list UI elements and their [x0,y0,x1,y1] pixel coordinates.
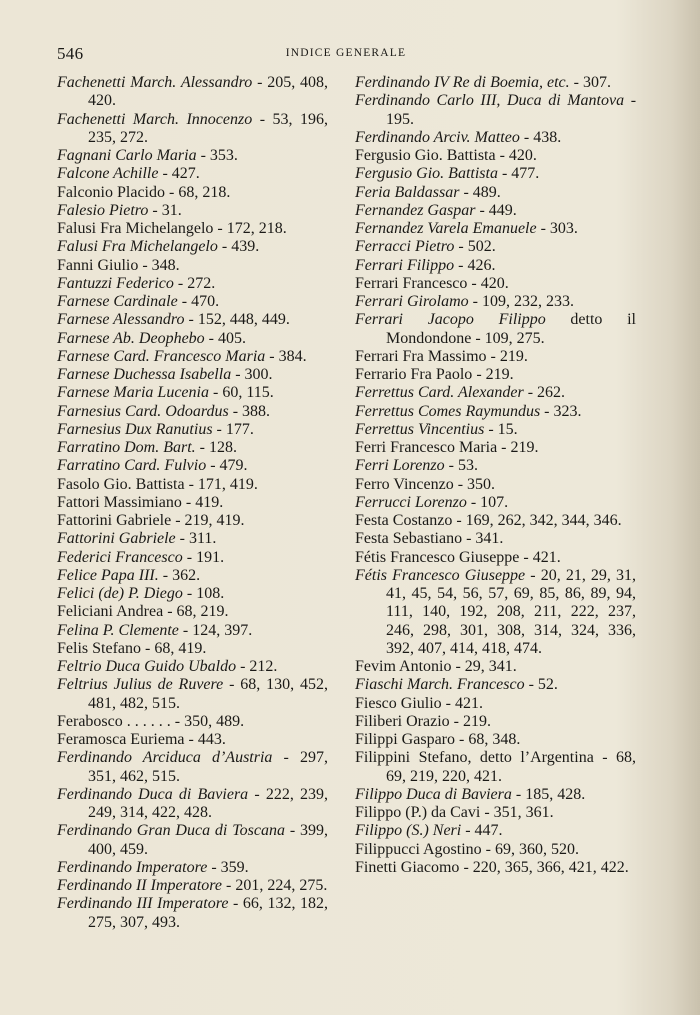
index-entry [57,877,328,895]
index-columns [57,74,647,974]
index-entry [355,512,636,530]
index-entry [57,457,328,475]
entry-name: Federici Francesco [57,548,183,566]
index-entry [57,530,328,548]
index-entry [57,549,328,567]
index-entry [57,859,328,877]
entry-page-refs: - 219. [476,366,514,383]
index-entry [355,676,636,694]
entry-name: Ferri Francesco Maria [355,439,498,456]
entry-page-refs: - 31. [152,201,182,219]
index-entry [355,567,636,658]
entry-page-refs: - 420. [499,147,537,164]
index-entry [355,348,636,366]
entry-name: Fétis Francesco Giuseppe [355,566,526,584]
index-entry [355,238,636,256]
index-entry [355,384,636,402]
index-entry [355,147,636,165]
entry-name: Feramosca Euriema [57,731,185,748]
entry-page-refs: - 323. [544,402,582,420]
entry-page-refs: - 60, 115. [212,384,274,402]
index-entry [355,841,636,859]
entry-name: Ferrari Francesco [355,274,468,292]
entry-page-refs: - 262. [527,384,566,402]
entry-name: Finetti Giacomo [355,858,460,876]
entry-name: Ferrettus Comes Raymundus [355,402,541,420]
entry-name: Feliciani Andrea [57,603,164,621]
index-entry [57,640,328,658]
index-entry [355,439,636,457]
page-header [57,44,635,70]
entry-page-refs: - 219. [501,439,539,456]
entry-name: Filippi Gasparo [355,731,455,748]
entry-name: Farnesius Card. Odoardus [57,402,229,420]
index-entry [355,695,636,713]
entry-page-refs: - 399, 400, 459. [88,822,329,858]
entry-name: Filippini Stefano, [355,749,472,767]
index-entry [355,749,636,786]
entry-name: Fergusio Gio. Battista [355,165,498,183]
index-entry [355,530,636,548]
index-entry [57,713,328,731]
entry-name: Farnese Ab. Deophebo [57,329,205,347]
entry-page-refs: - 222, 239, 249, 314, 422, 428. [88,785,329,821]
index-entry [57,421,328,439]
entry-page-refs: - 311. [179,530,217,548]
entry-name: Fattori Massimiano [57,493,182,511]
entry-name: Falusi Fra Michelangelo [57,238,218,256]
entry-page-refs: - 201, 224, 275. [226,877,328,894]
index-entry [355,457,636,475]
entry-name: Farnese Card. Francesco Maria [57,347,266,365]
entry-page-refs: - 341. [466,530,504,548]
entry-page-refs: - 351, 361. [484,804,554,821]
index-entry [355,220,636,238]
entry-page-refs: - 439. [221,238,260,256]
entry-page-refs: - 52. [528,676,558,694]
entry-page-refs: - 426. [458,256,496,274]
entry-page-refs: - 172, 218. [217,220,287,237]
entry-page-refs: - 169, 262, 342, 344, 346. [456,512,622,529]
index-entry [355,786,636,804]
index-entry [57,749,328,786]
entry-page-refs: detto il Mondondone - 109, 275. [386,311,637,347]
entry-name: Farnese Cardinale [57,293,178,310]
entry-page-refs: - 479. [210,457,248,475]
entry-page-refs: - 185, 428. [515,785,586,803]
running-head: INDICE GENERALE [285,47,407,59]
entry-name: Ferdinando Gran Duca di Toscana [57,822,285,840]
index-entry [57,202,328,220]
entry-page-refs: - 489. [463,183,501,201]
entry-name: Falesio Pietro [57,201,149,219]
entry-name: Farnese Alessandro [57,311,185,329]
entry-name: Ferdinando II Imperatore [57,877,222,894]
entry-name: Felici (de) P. Diego [57,585,183,602]
entry-page-refs: - 191. [186,548,225,566]
entry-name: Ferro Vincenzo [355,475,454,493]
entry-page-refs: - 68, 130, 452, 481, 482, 515. [88,676,329,712]
entry-page-refs: - 420. [471,274,509,292]
entry-name: Ferri Lorenzo [355,457,445,475]
entry-name: Farnese Maria Lucenia [57,384,209,402]
entry-page-refs: - 419. [185,493,224,511]
entry-name: Festa Sebastiano [355,530,463,548]
entry-page-refs: - 107. [470,493,509,511]
index-entry [355,859,636,877]
index-entry [355,822,636,840]
entry-name: Ferrari Filippo [355,256,455,274]
entry-name: Feltrius Julius de Ruvere [57,676,224,694]
entry-page-refs: - 68, 348. [459,731,521,748]
entry-name: Fernandez Varela Emanuele [355,220,537,237]
entry-name: Fergusio Gio. Battista [355,147,496,164]
entry-name: Ferrari Jacopo Filippo [355,311,546,329]
entry-name: Feltrio Duca Guido Ubaldo [57,658,237,675]
entry-page-refs: - 219. [490,347,528,365]
entry-page-refs: - 477. [501,165,540,183]
index-entry [355,731,636,749]
entry-name: Ferabosco . . . . . . [57,712,171,730]
entry-name: Ferrettus Card. Alexander [355,384,524,402]
entry-name: Fevim Antonio [355,658,452,675]
entry-page-refs: - 303. [540,220,578,237]
entry-page-refs: - 353. [200,147,238,164]
index-entry [355,494,636,512]
entry-page-refs: - 350, 489. [174,712,245,730]
index-entry [57,658,328,676]
index-entry [57,512,328,530]
entry-page-refs: - 15. [488,420,518,438]
entry-name: Falcone Achille [57,165,159,183]
index-entry [57,822,328,859]
entry-page-refs: - 359. [211,858,249,876]
entry-name: Ferdinando Carlo III, Duca di Mantova [355,92,625,110]
entry-name: Ferdinando Arciduca d’Austria [57,749,273,767]
entry-page-refs: - 108. [186,585,225,602]
entry-page-refs: - 427. [162,165,200,183]
entry-page-refs: - 384. [269,347,307,365]
entry-name: Farnesius Dux Ranutius [57,420,213,438]
entry-page-refs: - 421. [445,694,483,712]
index-entry [57,257,328,275]
entry-name: Ferdinando III Imperatore [57,895,229,913]
entry-name: Fattorini Gabriele [57,512,172,529]
entry-name: Feria Baldassar [355,183,460,201]
entry-page-refs: - 53, 196, 235, 272. [88,110,329,146]
index-entry [355,549,636,567]
index-entry [57,238,328,256]
entry-name: Ferdinando Imperatore [57,858,208,876]
page-number: 546 [57,44,84,63]
entry-name: Ferrari Fra Massimo [355,347,487,365]
entry-name: Fattorini Gabriele [57,530,176,548]
index-column-left [57,74,328,932]
index-entry [57,348,328,366]
entry-page-refs: - 109, 232, 233. [472,293,574,310]
entry-name: Ferdinando Arciv. Matteo [355,128,520,146]
entry-name: Fachenetti March. Alessandro [57,74,253,91]
entry-name: Festa Costanzo [355,512,453,529]
entry-page-refs: - 405. [208,329,246,347]
index-column-right [355,74,636,877]
entry-page-refs: - 307. [573,74,611,91]
index-entry [355,804,636,822]
index-entry [57,676,328,713]
entry-page-refs: - 29, 341. [455,658,517,675]
entry-page-refs: - 195. [386,92,637,128]
entry-page-refs: - 68, 219. [167,603,229,621]
entry-name: Fanni Giulio [57,256,139,274]
index-entry [355,658,636,676]
entry-name: Filippucci Agostino [355,840,482,858]
entry-name: Farratino Card. Fulvio [57,457,207,475]
entry-name: Fiaschi March. Francesco [355,676,525,694]
entry-page-refs: - 502. [458,238,496,256]
entry-name: Felina P. Clemente [57,621,179,639]
index-entry [355,184,636,202]
index-entry [355,311,636,348]
entry-name: Felice Papa III. [57,566,159,584]
entry-page-refs: - 447. [465,822,503,840]
index-entry [355,421,636,439]
index-entry [355,275,636,293]
index-entry [57,895,328,932]
entry-page-refs: - 300. [235,366,273,383]
entry-page-refs: - 68, 218. [168,183,231,201]
index-entry [57,184,328,202]
entry-page-refs: - 449. [479,201,517,219]
index-entry [355,293,636,311]
index-entry [57,439,328,457]
index-entry [57,731,328,749]
index-entry [57,384,328,402]
index-entry [57,786,328,823]
index-entry [57,585,328,603]
entry-page-refs: - 177. [216,420,254,438]
entry-name: Fagnani Carlo Maria [57,147,197,164]
entry-page-refs: - 124, 397. [182,621,253,639]
entry-page-refs: - 421. [523,548,561,566]
entry-page-refs: - 171, 419. [188,475,258,493]
entry-page-refs: detto l’Argentina - 68, 69, 219, 220, 421. [386,749,637,785]
entry-page-refs: - 438. [523,128,562,146]
entry-page-refs: - 348. [142,256,180,274]
index-entry [57,622,328,640]
entry-page-refs: - 152, 448, 449. [188,311,290,329]
index-entry [57,147,328,165]
index-entry [355,403,636,421]
entry-name: Ferrucci Lorenzo [355,493,467,511]
index-entry [57,567,328,585]
entry-name: Felis Stefano [57,639,141,657]
index-entry [355,74,636,92]
index-entry [57,74,328,111]
entry-page-refs: - 470. [181,293,220,310]
index-entry [355,92,636,129]
entry-name: Fachenetti March. Innocenzo [57,110,253,128]
entry-name: Filippo (S.) Neri [355,822,462,840]
index-entry [355,129,636,147]
index-entry [57,366,328,384]
entry-name: Filiberi Orazio [355,712,450,730]
entry-name: Fernandez Gaspar [355,201,476,219]
entry-name: Falusi Fra Michelangelo [57,220,214,237]
index-entry [355,713,636,731]
index-entry [57,494,328,512]
entry-page-refs: - 205, 408, 420. [88,74,329,110]
entry-name: Ferracci Pietro [355,238,455,256]
entry-page-refs: - 212. [240,658,278,675]
entry-page-refs: - 128. [199,439,237,456]
index-entry [57,311,328,329]
entry-page-refs: - 69, 360, 520. [485,840,579,858]
entry-page-refs: - 272. [177,274,216,292]
entry-page-refs: - 388. [232,402,271,420]
entry-page-refs: - 443. [188,731,226,748]
entry-name: Fiesco Giulio [355,694,442,712]
entry-page-refs: - 66, 132, 182, 275, 307, 493. [88,895,329,931]
entry-page-refs: - 350. [457,475,496,493]
index-entry [57,403,328,421]
entry-page-refs: - 219, 419. [175,512,245,529]
entry-page-refs: - 220, 365, 366, 421, 422. [463,858,629,876]
entry-name: Ferrettus Vincentius [355,420,485,438]
entry-name: Farnese Duchessa Isabella [57,366,232,383]
entry-name: Ferrari Girolamo [355,293,469,310]
entry-page-refs: - 20, 21, 29, 31, 41, 45, 54, 56, 57, 69, 85, 86, 89, 94, 111, 140, 192, 208, 211, 222, 237, 246, 298, 301, 308, 314, 324, 336, 392, 407, 414, 418, 474. [386,566,637,657]
entry-page-refs: - 68, 419. [145,639,207,657]
entry-page-refs: - 362. [162,566,201,584]
entry-page-refs: - 219. [453,712,491,730]
index-entry [355,366,636,384]
index-entry [57,330,328,348]
index-entry [57,111,328,148]
entry-name: Farratino Dom. Bart. [57,439,196,456]
entry-name: Fantuzzi Federico [57,274,174,292]
entry-name: Ferdinando Duca di Baviera [57,785,249,803]
index-entry [355,202,636,220]
index-entry [355,165,636,183]
entry-name: Ferdinando IV Re di Boemia, etc. [355,74,570,91]
entry-page-refs: - 297, 351, 462, 515. [88,749,328,785]
entry-name: Fasolo Gio. Battista [57,475,185,493]
index-entry [57,476,328,494]
entry-page-refs: - 53. [448,457,478,475]
index-entry [355,257,636,275]
index-entry [57,275,328,293]
index-entry [355,476,636,494]
index-entry [57,603,328,621]
entry-name: Fétis Francesco Giuseppe [355,548,520,566]
entry-name: Ferrario Fra Paolo [355,366,473,383]
entry-name: Falconio Placido [57,183,165,201]
entry-name: Filippo (P.) da Cavi [355,804,481,821]
entry-name: Filippo Duca di Baviera [355,785,512,803]
index-entry [57,165,328,183]
index-entry [57,220,328,238]
index-entry [57,293,328,311]
